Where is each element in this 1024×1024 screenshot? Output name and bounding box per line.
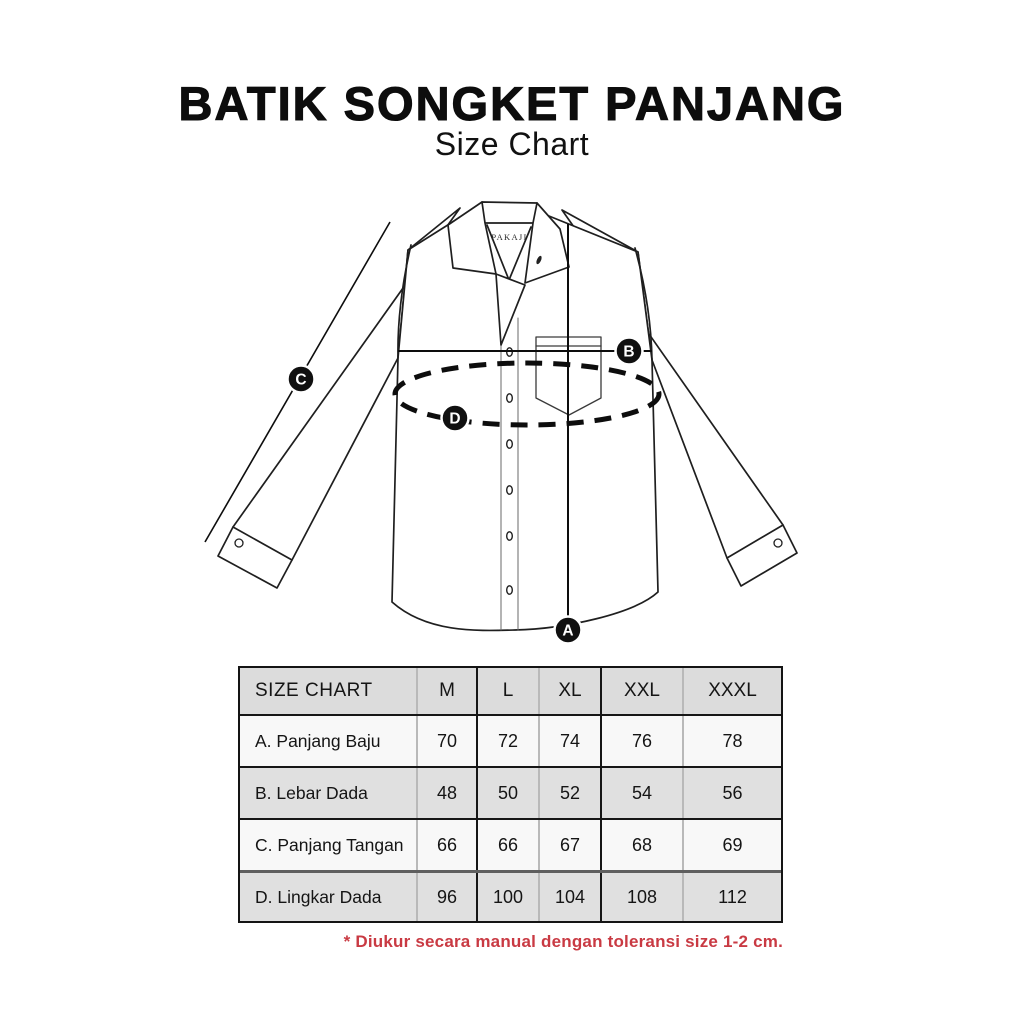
shirt-body	[392, 206, 658, 630]
page-title: BATIK SONGKET PANJANG	[178, 77, 846, 130]
left-cuff-button	[235, 539, 243, 547]
value-cell: 72	[476, 716, 538, 766]
value-cell: 48	[416, 768, 476, 818]
value-cell: 100	[476, 873, 538, 921]
svg-text:A: A	[562, 622, 574, 640]
value-cell: 76	[600, 716, 682, 766]
table-row-lingkar-dada	[240, 870, 781, 921]
value-cell: 108	[600, 873, 682, 921]
value-cell: 66	[416, 820, 476, 870]
value-cell: 104	[538, 873, 600, 921]
svg-text:B: B	[623, 343, 635, 361]
page-subtitle: Size Chart	[434, 126, 590, 162]
value-cell: 54	[600, 768, 682, 818]
value-cell: 68	[600, 820, 682, 870]
svg-text:C: C	[295, 371, 307, 389]
size-table	[238, 666, 783, 923]
value-cell: 66	[476, 820, 538, 870]
size-table-title: SIZE CHART	[255, 680, 373, 701]
row-label: D. Lingkar Dada	[255, 886, 382, 907]
size-col-xxl: XXL	[600, 668, 682, 714]
table-row-lebar-dada	[240, 766, 781, 818]
row-label: C. Panjang Tangan	[255, 834, 404, 855]
size-col-l: L	[476, 668, 538, 714]
right-cuff-button	[774, 539, 782, 547]
table-row-panjang-tangan	[240, 818, 781, 870]
value-cell: 112	[682, 873, 781, 921]
value-cell: 67	[538, 820, 600, 870]
marker-C	[288, 366, 315, 393]
marker-B	[616, 338, 643, 365]
table-row-panjang-baju	[240, 714, 781, 766]
value-cell: 74	[538, 716, 600, 766]
size-table-header-row	[240, 668, 781, 714]
svg-text:D: D	[449, 410, 461, 428]
value-cell: 56	[682, 768, 781, 818]
value-cell: 50	[476, 768, 538, 818]
tolerance-footnote: * Diukur secara manual dengan toleransi size 1-2 cm.	[343, 932, 783, 951]
brand-label: PAKAJI	[491, 232, 528, 242]
row-label: B. Lebar Dada	[255, 782, 368, 803]
marker-D	[442, 405, 469, 432]
size-col-xl: XL	[538, 668, 600, 714]
value-cell: 69	[682, 820, 781, 870]
value-cell: 52	[538, 768, 600, 818]
row-label: A. Panjang Baju	[255, 730, 381, 751]
value-cell: 96	[416, 873, 476, 921]
size-col-xxxl: XXXL	[682, 668, 781, 714]
value-cell: 78	[682, 716, 781, 766]
shirt-measurement-diagram	[192, 190, 832, 670]
shirt-drawing	[218, 202, 797, 630]
size-col-m: M	[416, 668, 476, 714]
marker-A	[555, 617, 582, 644]
value-cell: 70	[416, 716, 476, 766]
